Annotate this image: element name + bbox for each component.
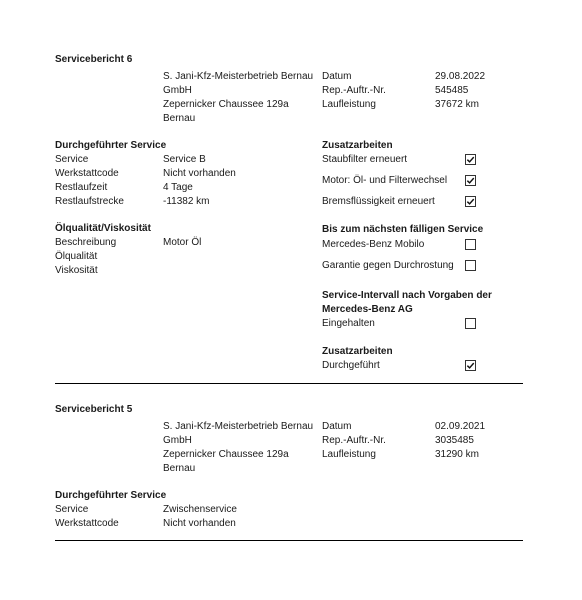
report6-workshop-line-1: S. Jani-Kfz-Meisterbetrieb Bernau [163, 71, 314, 82]
section-divider [55, 540, 523, 541]
report6-remaining-distance-value: -11382 km [163, 196, 210, 207]
report6-oil-heading: Ölqualität/Viskosität [55, 223, 151, 234]
report6-remaining-distance-label: Restlaufstrecke [55, 196, 124, 207]
report6-service-value: Service B [163, 154, 206, 165]
report5-mileage-label: Laufleistung [322, 449, 376, 460]
report6-title: Servicebericht 6 [55, 54, 133, 65]
report6-date-value: 29.08.2022 [435, 71, 486, 82]
report6-workshopcode-value: Nicht vorhanden [163, 168, 236, 179]
report6-mileage-value: 37672 km [435, 99, 479, 110]
report6-oil-quality-label: Ölqualität [55, 251, 98, 262]
report6-workshop-line-3: Zepernicker Chaussee 129a [163, 99, 289, 110]
report5-service-value: Zwischenservice [163, 504, 237, 515]
report5-order-label: Rep.-Auftr.-Nr. [322, 435, 386, 446]
report6-workshop-line-4: Bernau [163, 113, 196, 124]
report6-next-service-checkbox[interactable] [465, 239, 476, 250]
report6-extra-checkbox[interactable] [465, 154, 476, 165]
checkmark-icon [466, 155, 475, 164]
report6-order-value: 545485 [435, 85, 469, 96]
checkmark-icon [466, 176, 475, 185]
report6-interval-heading-1: Service-Intervall nach Vorgaben der [322, 290, 492, 301]
report5-workshop-line-3: Zepernicker Chaussee 129a [163, 449, 289, 460]
report5-title: Servicebericht 5 [55, 404, 133, 415]
report6-interval-checkbox[interactable] [465, 318, 476, 329]
report6-interval-heading-2: Mercedes-Benz AG [322, 304, 413, 315]
report5-workshop-line-2: GmbH [163, 435, 192, 446]
report5-service-label: Service [55, 504, 89, 515]
report6-next-service-heading: Bis zum nächsten fälligen Service [322, 224, 484, 235]
report5-date-value: 02.09.2021 [435, 421, 486, 432]
report6-workshop-line-2: GmbH [163, 85, 192, 96]
report5-workshop-line-1: S. Jani-Kfz-Meisterbetrieb Bernau [163, 421, 314, 432]
report6-extra-heading: Zusatzarbeiten [322, 140, 393, 151]
report5-mileage-value: 31290 km [435, 449, 479, 460]
report6-extra-item-label: Staubfilter erneuert [322, 154, 408, 165]
report6-oil-description-label: Beschreibung [55, 237, 117, 248]
report6-extra2-heading: Zusatzarbeiten [322, 346, 393, 357]
report6-remaining-time-value: 4 Tage [163, 182, 193, 193]
report6-mileage-label: Laufleistung [322, 99, 376, 110]
report6-date-label: Datum [322, 71, 352, 82]
report6-service-heading: Durchgeführter Service [55, 140, 167, 151]
report6-extra2-item-label: Durchgeführt [322, 360, 380, 371]
report6-extra-item-label: Motor: Öl- und Filterwechsel [322, 175, 448, 186]
report6-extra-checkbox[interactable] [465, 196, 476, 207]
report6-oil-viscosity-label: Viskosität [55, 265, 98, 276]
report5-date-label: Datum [322, 421, 352, 432]
report6-interval-item-label: Eingehalten [322, 318, 375, 329]
report6-next-service-item-label: Mercedes-Benz Mobilo [322, 239, 425, 250]
report6-workshopcode-label: Werkstattcode [55, 168, 119, 179]
report6-extra-checkbox[interactable] [465, 175, 476, 186]
report6-extra-item-label: Bremsflüssigkeit erneuert [322, 196, 435, 207]
section-divider [55, 383, 523, 384]
report5-workshop-line-4: Bernau [163, 463, 196, 474]
report6-order-label: Rep.-Auftr.-Nr. [322, 85, 386, 96]
report6-next-service-checkbox[interactable] [465, 260, 476, 271]
checkmark-icon [466, 361, 475, 370]
report5-service-heading: Durchgeführter Service [55, 490, 167, 501]
report5-workshopcode-label: Werkstattcode [55, 518, 119, 529]
report6-remaining-time-label: Restlaufzeit [55, 182, 108, 193]
report6-oil-description-value: Motor Öl [163, 237, 202, 248]
checkmark-icon [466, 197, 475, 206]
report6-service-label: Service [55, 154, 89, 165]
report5-workshopcode-value: Nicht vorhanden [163, 518, 236, 529]
report6-next-service-item-label: Garantie gegen Durchrostung [322, 260, 454, 271]
report5-order-value: 3035485 [435, 435, 474, 446]
report6-extra2-checkbox[interactable] [465, 360, 476, 371]
